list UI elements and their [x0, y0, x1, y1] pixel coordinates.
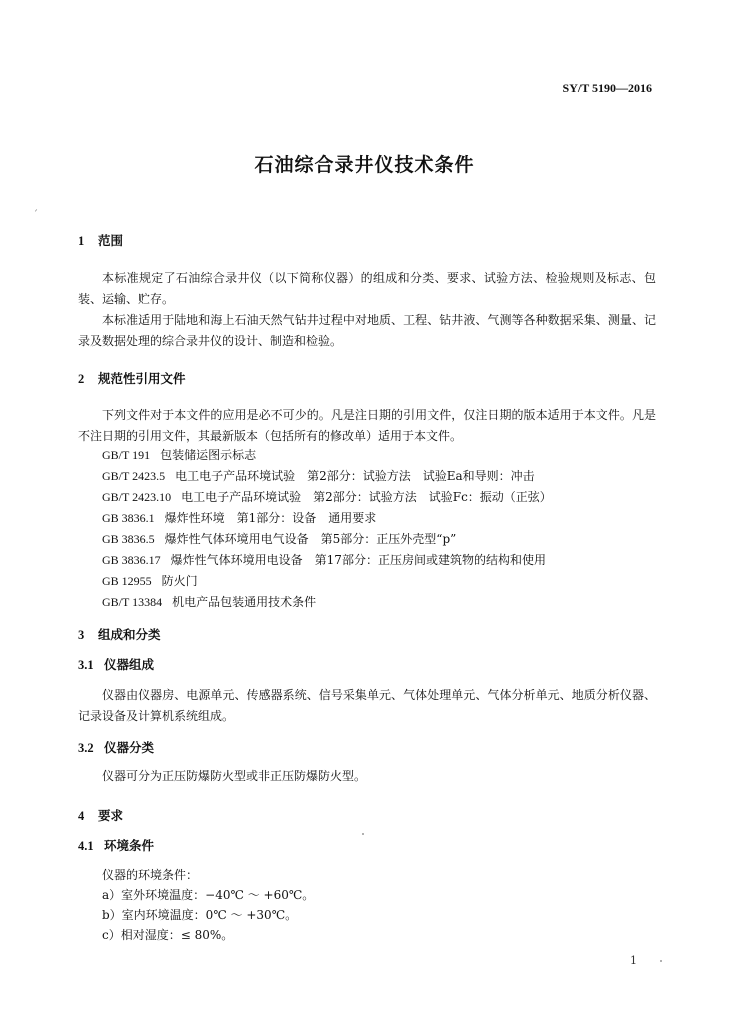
paragraph-composition: 仪器由仪器房、电源单元、传感器系统、信号采集单元、气体处理单元、气体分析单元、地质分析仪器、记录设备及计算机系统组成。	[78, 688, 656, 723]
reference-title: 电工电子产品环境试验 第2部分：试验方法 试验Ea和导则：冲击	[175, 469, 535, 483]
section-title: 仪器分类	[104, 740, 155, 755]
reference-item	[102, 508, 376, 528]
reference-code: GB 3836.1	[102, 511, 155, 525]
section-title: 要求	[98, 808, 124, 823]
section-heading-1	[78, 231, 123, 249]
section-number: 1	[78, 234, 85, 248]
environment-item: a）室外环境温度：−40℃ ～ +60℃。	[102, 888, 315, 902]
section-number: 3	[78, 628, 85, 642]
section-heading-3-2	[78, 738, 154, 756]
section-heading-3	[78, 625, 161, 643]
section-heading-4	[78, 806, 123, 824]
standard-code: SY/T 5190—2016	[562, 81, 652, 95]
section-title: 组成和分类	[98, 627, 161, 642]
reference-title: 爆炸性气体环境用电气设备 第5部分：正压外壳型“p”	[164, 532, 457, 546]
reference-item	[102, 592, 316, 612]
section-title: 仪器组成	[104, 657, 155, 672]
reference-code: GB/T 2423.10	[102, 490, 172, 504]
reference-code: GB 12955	[102, 574, 152, 588]
reference-title: 爆炸性气体环境用电设备 第17部分：正压房间或建筑物的结构和使用	[170, 553, 546, 567]
section-number: 3.2	[78, 741, 94, 755]
reference-item	[102, 466, 535, 486]
paragraph-references-intro: 下列文件对于本文件的应用是必不可少的。凡是注日期的引用文件，仅注日期的版本适用于本文件。凡是不注日期的引用文件，其最新版本（包括所有的修改单）适用于本文件。	[78, 408, 656, 443]
reference-item	[102, 487, 552, 507]
paragraph-classification: 仪器可分为正压防爆防火型或非正压防爆防火型。	[102, 769, 367, 783]
section-number: 3.1	[78, 658, 94, 672]
environment-item: c）相对湿度：≤ 80%。	[102, 928, 234, 942]
section-number: 2	[78, 372, 85, 386]
environment-intro: 仪器的环境条件：	[102, 868, 199, 882]
reference-title: 爆炸性环境 第1部分：设备 通用要求	[164, 511, 377, 525]
section-number: 4	[78, 809, 85, 823]
reference-title: 电工电子产品环境试验 第2部分：试验方法 试验Fc：振动（正弦）	[181, 490, 552, 504]
reference-code: GB 3836.5	[102, 532, 155, 546]
reference-title: 机电产品包装通用技术条件	[172, 595, 317, 609]
reference-code: GB/T 13384	[102, 595, 163, 609]
reference-code: GB/T 191	[102, 448, 151, 462]
reference-item	[102, 529, 456, 549]
section-number: 4.1	[78, 839, 94, 853]
reference-title: 包装储运图示标志	[160, 448, 257, 462]
section-heading-3-1	[78, 655, 154, 673]
reference-item	[102, 571, 198, 591]
reference-item	[102, 550, 546, 570]
reference-item	[102, 445, 256, 465]
scan-mark: ˊ	[33, 210, 38, 221]
reference-title: 防火门	[161, 574, 198, 588]
reference-code: GB 3836.17	[102, 553, 161, 567]
scan-speck	[362, 833, 364, 835]
section-title: 环境条件	[104, 838, 155, 853]
environment-item: b）室内环境温度：0℃ ～ +30℃。	[102, 908, 298, 922]
section-title: 范围	[98, 233, 124, 248]
section-title: 规范性引用文件	[98, 371, 186, 386]
paragraph-scope-1: 本标准规定了石油综合录井仪（以下简称仪器）的组成和分类、要求、试验方法、检验规则及标志、包装、运输、贮存。	[78, 271, 656, 306]
paragraph-scope-2: 本标准适用于陆地和海上石油天然气钻井过程中对地质、工程、钻井液、气测等各种数据采集、测量、记录及数据处理的综合录井仪的设计、制造和检验。	[78, 313, 656, 348]
section-heading-4-1	[78, 836, 154, 854]
reference-code: GB/T 2423.5	[102, 469, 166, 483]
section-heading-2	[78, 369, 186, 387]
scan-speck	[660, 960, 662, 962]
document-title: 石油综合录井仪技术条件	[254, 154, 475, 176]
page-number: 1	[630, 954, 637, 967]
